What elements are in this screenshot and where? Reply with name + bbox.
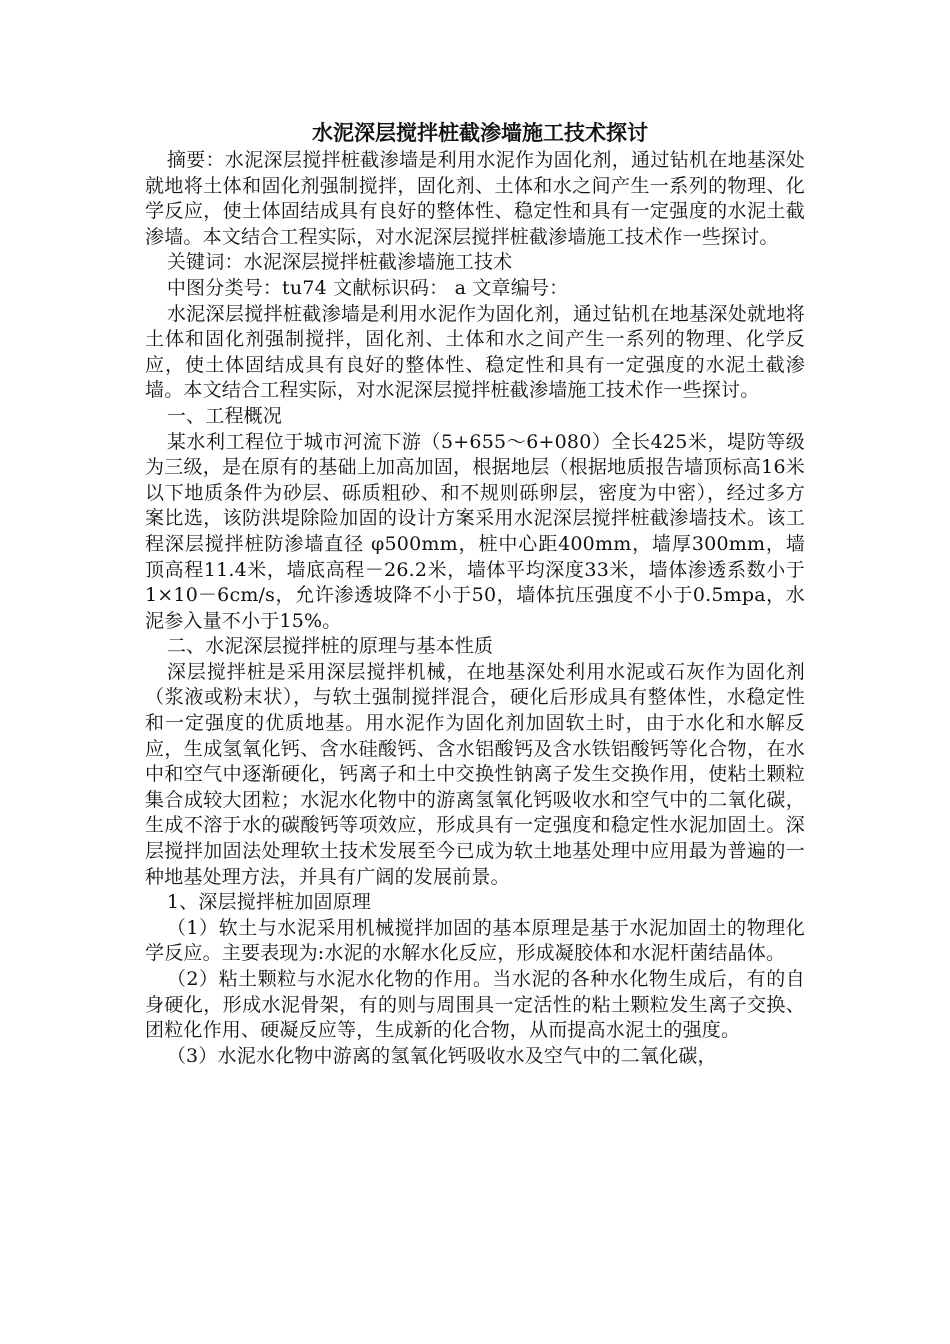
- subsection-heading-1: 1、深层搅拌桩加固原理: [166, 891, 372, 914]
- section-heading-2: 二、水泥深层搅拌桩的原理与基本性质: [166, 635, 494, 658]
- abstract-paragraph: 摘要：水泥深层搅拌桩截渗墙是利用水泥作为固化剂，通过钻机在地基深处就地将土体和固化剂强制搅拌，固化剂、土体和水之间产生一系列的物理、化学反应，使土体固结成具有良好的整体性、稳定性和具有一定强度的水泥土截渗墙。本文结合工程实际，对水泥深层搅拌桩截渗墙施工技术作一些探讨。: [145, 149, 805, 248]
- classification-line: 中图分类号：tu74 文献标识码： a 文章编号：: [166, 276, 569, 299]
- intro-paragraph: 水泥深层搅拌桩截渗墙是利用水泥作为固化剂，通过钻机在地基深处就地将土体和固化剂强制搅拌，固化剂、土体和水之间产生一系列的物理、化学反应，使土体固结成具有良好的整体性、稳定性和具有一定强度的水泥土截渗墙。本文结合工程实际，对水泥深层搅拌桩截渗墙施工技术作一些探讨。: [145, 302, 805, 402]
- principle-item-2: （2）粘土颗粒与水泥水化物的作用。当水泥的各种水化物生成后，有的自身硬化，形成水泥骨架，有的则与周围具一定活性的粘土颗粒发生离子交换、团粒化作用、硬凝反应等，生成新的化合物，从而提高水泥土的强度。: [145, 968, 805, 1042]
- keywords-line: 关键词：水泥深层搅拌桩截渗墙施工技术: [166, 251, 513, 274]
- principle-paragraph: 深层搅拌桩是采用深层搅拌机械，在地基深处利用水泥或石灰作为固化剂（浆液或粉末状），与软土强制搅拌混合，硬化后形成具有整体性，水稳定性和一定强度的优质地基。用水泥作为固化剂加固软土时，由于水化和水解反应，生成氢氧化钙、含水硅酸钙、含水铝酸钙及含水铁铝酸钙等化合物，在水中和空气中逐渐硬化，钙离子和土中交换性钠离子发生交换作用，使粘土颗粒集合成较大团粒；水泥水化物中的游离氢氧化钙吸收水和空气中的二氧化碳，生成不溶于水的碳酸钙等项效应，形成具有一定强度和稳定性水泥加固土。深层搅拌加固法处理软土技术发展至今已成为软土地基处理中应用最为普遍的一种地基处理方法，并具有广阔的发展前景。: [145, 660, 805, 888]
- principle-item-3: （3）水泥水化物中游离的氢氧化钙吸收水及空气中的二氧化碳，: [166, 1044, 717, 1067]
- principle-item-1: （1）软土与水泥采用机械搅拌加固的基本原理是基于水泥加固土的物理化学反应。主要表现为:水泥的水解水化反应，形成凝胶体和水泥杆菌结晶体。: [145, 916, 805, 965]
- project-overview-paragraph: 某水利工程位于城市河流下游（5+655～6+080）全长425米，堤防等级为三级，是在原有的基础上加高加固，根据地层（根据地质报告墙顶标高16米以下地质条件为砂层、砾质粗砂、和不规则砾卵层，密度为中密），经过多方案比选，该防洪堤除险加固的设计方案采用水泥深层搅拌桩截渗墙技术。该工程深层搅拌桩防渗墙直径 φ500mm，桩中心距400mm，墙厚300mm，墙顶高程11.4米，墙底高程－26.2米，墙体平均深度33米，墙体渗透系数小于1×10－6cm/s，允许渗透坡降不小于50，墙体抗压强度不小于0.5mpa，水泥参入量不小于15%。: [145, 430, 805, 632]
- section-heading-1: 一、工程概况: [166, 404, 283, 427]
- document-page: [145, 118, 805, 1069]
- document-title: 水泥深层搅拌桩截渗墙施工技术探讨: [312, 121, 648, 145]
